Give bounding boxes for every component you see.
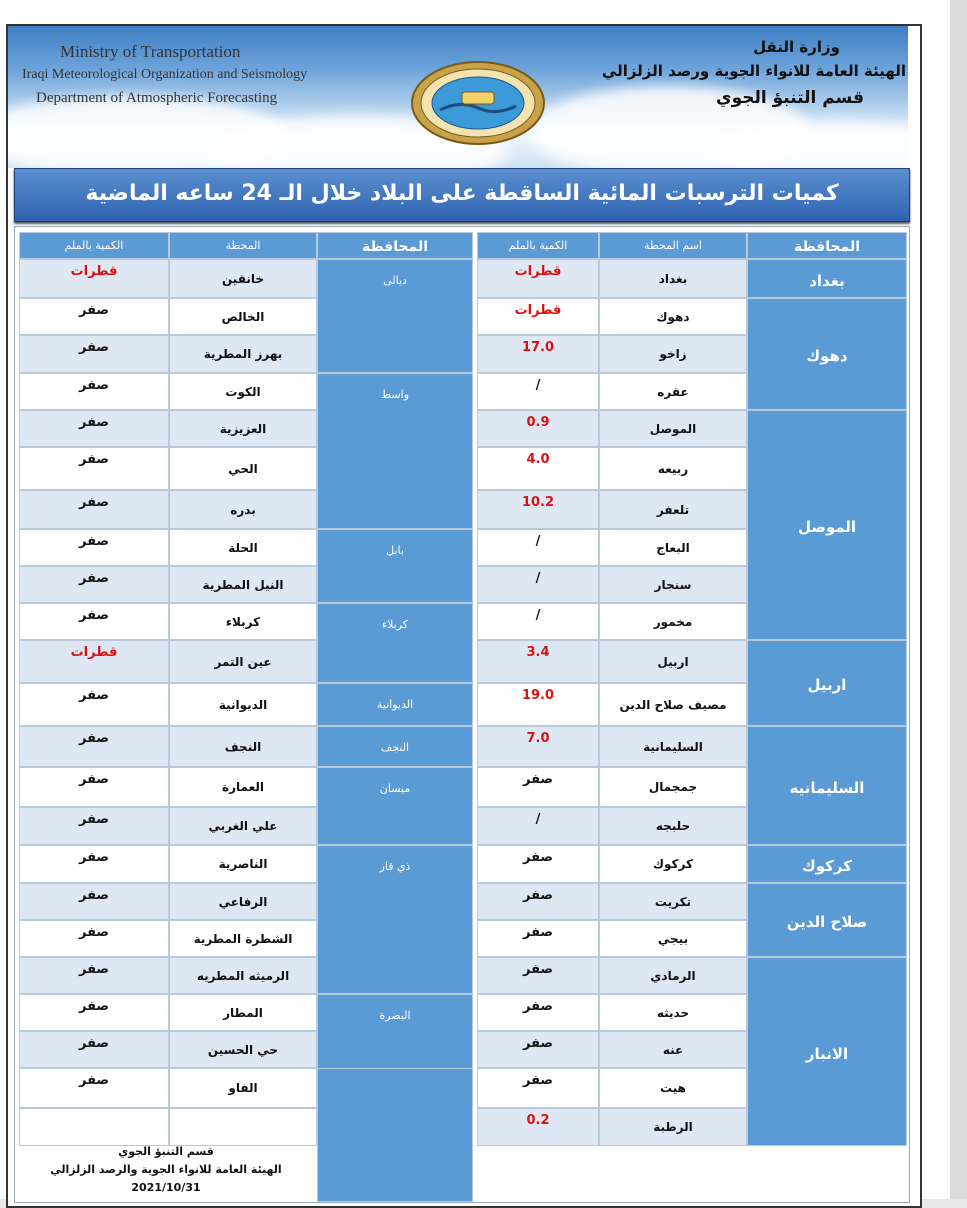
precip-value: صفر <box>19 767 169 807</box>
station-name: حلبجه <box>599 807 747 845</box>
governorate-cell: السليمانيه <box>747 726 907 845</box>
precip-value: قطرات <box>477 259 599 298</box>
scrollbar-track[interactable] <box>950 0 967 1199</box>
station-name: بيجي <box>599 920 747 957</box>
station-name: الكوت <box>169 373 317 410</box>
station-name: عنه <box>599 1031 747 1068</box>
column-header-amount: الكمية بالملم <box>19 232 169 259</box>
station-name: عين التمر <box>169 640 317 683</box>
station-name: الرطبة <box>599 1108 747 1146</box>
precip-value: صفر <box>477 1068 599 1108</box>
station-name: الديوانية <box>169 683 317 726</box>
governorate-cell: البصرة <box>317 994 473 1108</box>
precip-value: صفر <box>19 683 169 726</box>
column-header-governorate: المحافظة <box>317 232 473 259</box>
station-name: بدره <box>169 490 317 529</box>
precip-value: صفر <box>19 410 169 447</box>
station-name: العزيزية <box>169 410 317 447</box>
column-header-station-name: اسم المحطة <box>599 232 747 259</box>
letterhead-banner <box>8 26 908 168</box>
column-header-governorate: المحافظة <box>747 232 907 259</box>
footer-date: 2021/10/31 <box>131 1181 201 1194</box>
governorate-filler <box>317 1068 473 1202</box>
precip-value: 19.0 <box>477 683 599 726</box>
empty-cell <box>19 1108 169 1146</box>
station-name: هيت <box>599 1068 747 1108</box>
precip-value: صفر <box>19 529 169 566</box>
precip-value: صفر <box>19 957 169 994</box>
dept-ar: قسم التنبؤ الجوي <box>716 88 864 108</box>
precip-value: صفر <box>19 883 169 920</box>
precip-value: صفر <box>477 920 599 957</box>
ministry-en: Ministry of Transportation <box>60 42 241 61</box>
precip-value: قطرات <box>477 298 599 335</box>
station-name: الموصل <box>599 410 747 447</box>
precip-value: صفر <box>19 726 169 767</box>
station-name: بغداد <box>599 259 747 298</box>
governorate-cell: دهوك <box>747 298 907 410</box>
precip-value: صفر <box>19 994 169 1031</box>
precip-value: صفر <box>19 807 169 845</box>
precip-value: / <box>477 373 599 410</box>
station-name: كركوك <box>599 845 747 883</box>
org-ar: الهيئة العامة للانواء الجوية ورصد الزلزالي <box>601 62 906 80</box>
station-name: مصيف صلاح الدين <box>599 683 747 726</box>
empty-cell <box>169 1108 317 1146</box>
station-name: اربيل <box>599 640 747 683</box>
governorate-cell: الموصل <box>747 410 907 640</box>
precip-value: صفر <box>477 845 599 883</box>
precip-value: صفر <box>19 603 169 640</box>
precip-value: صفر <box>477 957 599 994</box>
precip-value: 0.9 <box>477 410 599 447</box>
governorate-cell: الديوانية <box>317 683 473 726</box>
precip-value: 0.2 <box>477 1108 599 1146</box>
page-title: كميات الترسبات المائية الساقطة على البلاد خلال الـ 24 ساعه الماضية <box>85 181 839 206</box>
station-name: تلعفر <box>599 490 747 529</box>
station-name: كربلاء <box>169 603 317 640</box>
precipitation-table <box>14 226 910 1203</box>
governorate-cell: بابل <box>317 529 473 603</box>
station-name: عقره <box>599 373 747 410</box>
precip-value: 17.0 <box>477 335 599 373</box>
governorate-cell: الانبار <box>747 957 907 1146</box>
precip-value: 7.0 <box>477 726 599 767</box>
org-en: Iraqi Meteorological Organization and Seismology <box>22 67 308 82</box>
precip-value: / <box>477 807 599 845</box>
governorate-cell: ديالى <box>317 259 473 373</box>
precip-value: صفر <box>19 298 169 335</box>
station-name: سنجار <box>599 566 747 603</box>
precip-value: صفر <box>19 373 169 410</box>
station-name: تكريت <box>599 883 747 920</box>
station-name: جمجمال <box>599 767 747 807</box>
governorate-cell: اربيل <box>747 640 907 726</box>
precip-value: / <box>477 529 599 566</box>
footer-dept: قسم التنبؤ الجوي <box>118 1145 214 1158</box>
governorate-cell: واسط <box>317 373 473 529</box>
precip-value: صفر <box>19 1031 169 1068</box>
precip-value: / <box>477 603 599 640</box>
precip-value: صفر <box>19 490 169 529</box>
station-name: البعاج <box>599 529 747 566</box>
precip-value: 10.2 <box>477 490 599 529</box>
organization-seal-icon <box>410 60 546 146</box>
station-name: الرميثه المطريه <box>169 957 317 994</box>
governorate-cell: كركوك <box>747 845 907 883</box>
governorate-cell: بغداد <box>747 259 907 298</box>
precip-value: صفر <box>477 767 599 807</box>
station-name: حي الحسين <box>169 1031 317 1068</box>
station-name: زاخو <box>599 335 747 373</box>
station-name: الرفاعي <box>169 883 317 920</box>
station-name: خانقين <box>169 259 317 298</box>
station-name: حديثه <box>599 994 747 1031</box>
precip-value: صفر <box>19 845 169 883</box>
precip-value: صفر <box>19 335 169 373</box>
precip-value: صفر <box>477 883 599 920</box>
station-name: علي الغربي <box>169 807 317 845</box>
station-name: الشطرة المطرية <box>169 920 317 957</box>
precip-value: صفر <box>19 920 169 957</box>
precip-value: 3.4 <box>477 640 599 683</box>
signature-block <box>18 1143 314 1201</box>
dept-en: Department of Atmospheric Forecasting <box>36 90 278 106</box>
station-name: دهوك <box>599 298 747 335</box>
station-name: الناصرية <box>169 845 317 883</box>
station-name: بهرز المطرية <box>169 335 317 373</box>
precip-value: صفر <box>477 994 599 1031</box>
column-header-station: المحطة <box>169 232 317 259</box>
station-name: الحلة <box>169 529 317 566</box>
precip-value: قطرات <box>19 640 169 683</box>
station-name: الخالص <box>169 298 317 335</box>
governorate-cell: صلاح الدين <box>747 883 907 957</box>
precip-value: / <box>477 566 599 603</box>
precip-value: 4.0 <box>477 447 599 490</box>
governorate-cell: ذي قار <box>317 845 473 994</box>
precip-value: صفر <box>19 447 169 490</box>
precip-value: صفر <box>477 1031 599 1068</box>
column-header-amount: الكمية بالملم <box>477 232 599 259</box>
station-name: الفاو <box>169 1068 317 1108</box>
station-name: المطار <box>169 994 317 1031</box>
station-name: الحي <box>169 447 317 490</box>
station-name: الرمادي <box>599 957 747 994</box>
precip-value: قطرات <box>19 259 169 298</box>
station-name: العمارة <box>169 767 317 807</box>
precip-value: صفر <box>19 566 169 603</box>
governorate-cell: النجف <box>317 726 473 767</box>
governorate-cell: كربلاء <box>317 603 473 683</box>
station-name: النجف <box>169 726 317 767</box>
station-name: مخمور <box>599 603 747 640</box>
station-name: النيل المطرية <box>169 566 317 603</box>
footer-org: الهيئة العامة للانواء الجوية والرصد الزلزالي <box>50 1163 282 1176</box>
governorate-cell: ميسان <box>317 767 473 845</box>
precip-value: صفر <box>19 1068 169 1108</box>
station-name: ربيعه <box>599 447 747 490</box>
ministry-ar: وزارة النقل <box>753 38 840 56</box>
title-banner <box>14 168 910 222</box>
station-name: السليمانية <box>599 726 747 767</box>
